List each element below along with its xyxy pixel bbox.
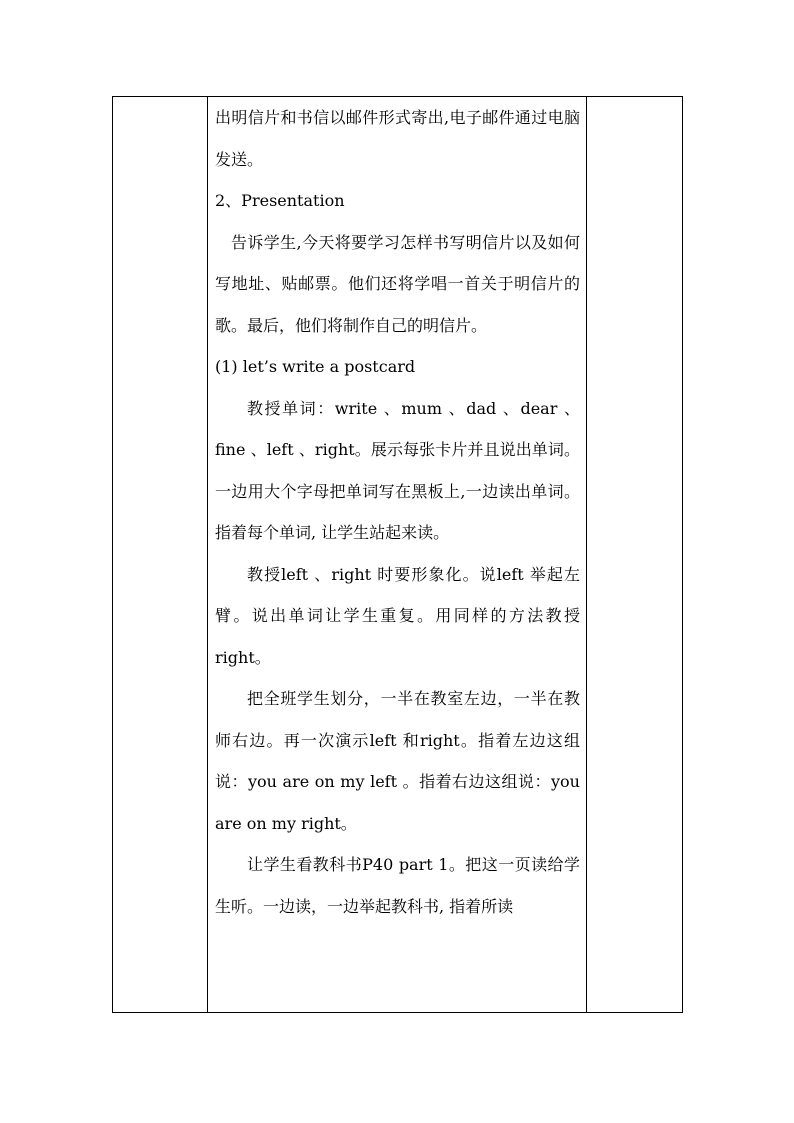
paragraph-left-right: 教授left 、right 时要形象化。说left 举起左臂。说出单词让学生重复。用同样的方法教授right。	[215, 564, 580, 667]
paragraph-overview: 告诉学生,今天将要学习怎样书写明信片以及如何写地址、贴邮票。他们还将学唱一首关于明信片的歌。最后，他们将制作自己的明信片。	[215, 232, 580, 335]
paragraph-teach-words: 教授单词：write 、mum 、dad 、dear 、fine 、left 、right。展示每张卡片并且说出单词。一边用大个字母把单词写在黑板上,一边读出单词。指着每个单词, 让学生站起来读。	[215, 398, 580, 542]
paragraph-textbook: 让学生看教科书P40 part 1。把这一页读给学生听。一边读，一边举起教科书, 指着所读	[215, 855, 580, 916]
content-cell	[208, 97, 587, 1013]
section-heading-presentation: 2、Presentation	[215, 191, 345, 210]
paragraph-intro: 出明信片和书信以邮件形式寄出,电子邮件通过电脑发送。	[215, 108, 580, 169]
subsection-heading-write-postcard: (1) let’s write a postcard	[215, 357, 416, 376]
left-column-cell	[113, 97, 208, 1013]
lesson-plan-table	[112, 96, 683, 1013]
paragraph-class-division: 把全班学生划分，一半在教室左边，一半在教师右边。再一次演示left 和right。指着左边这组说：you are on my left 。指着右边这组说：you are on my right。	[215, 689, 580, 833]
table-row	[113, 97, 683, 1013]
right-column-cell	[587, 97, 683, 1013]
lesson-content	[208, 97, 586, 927]
